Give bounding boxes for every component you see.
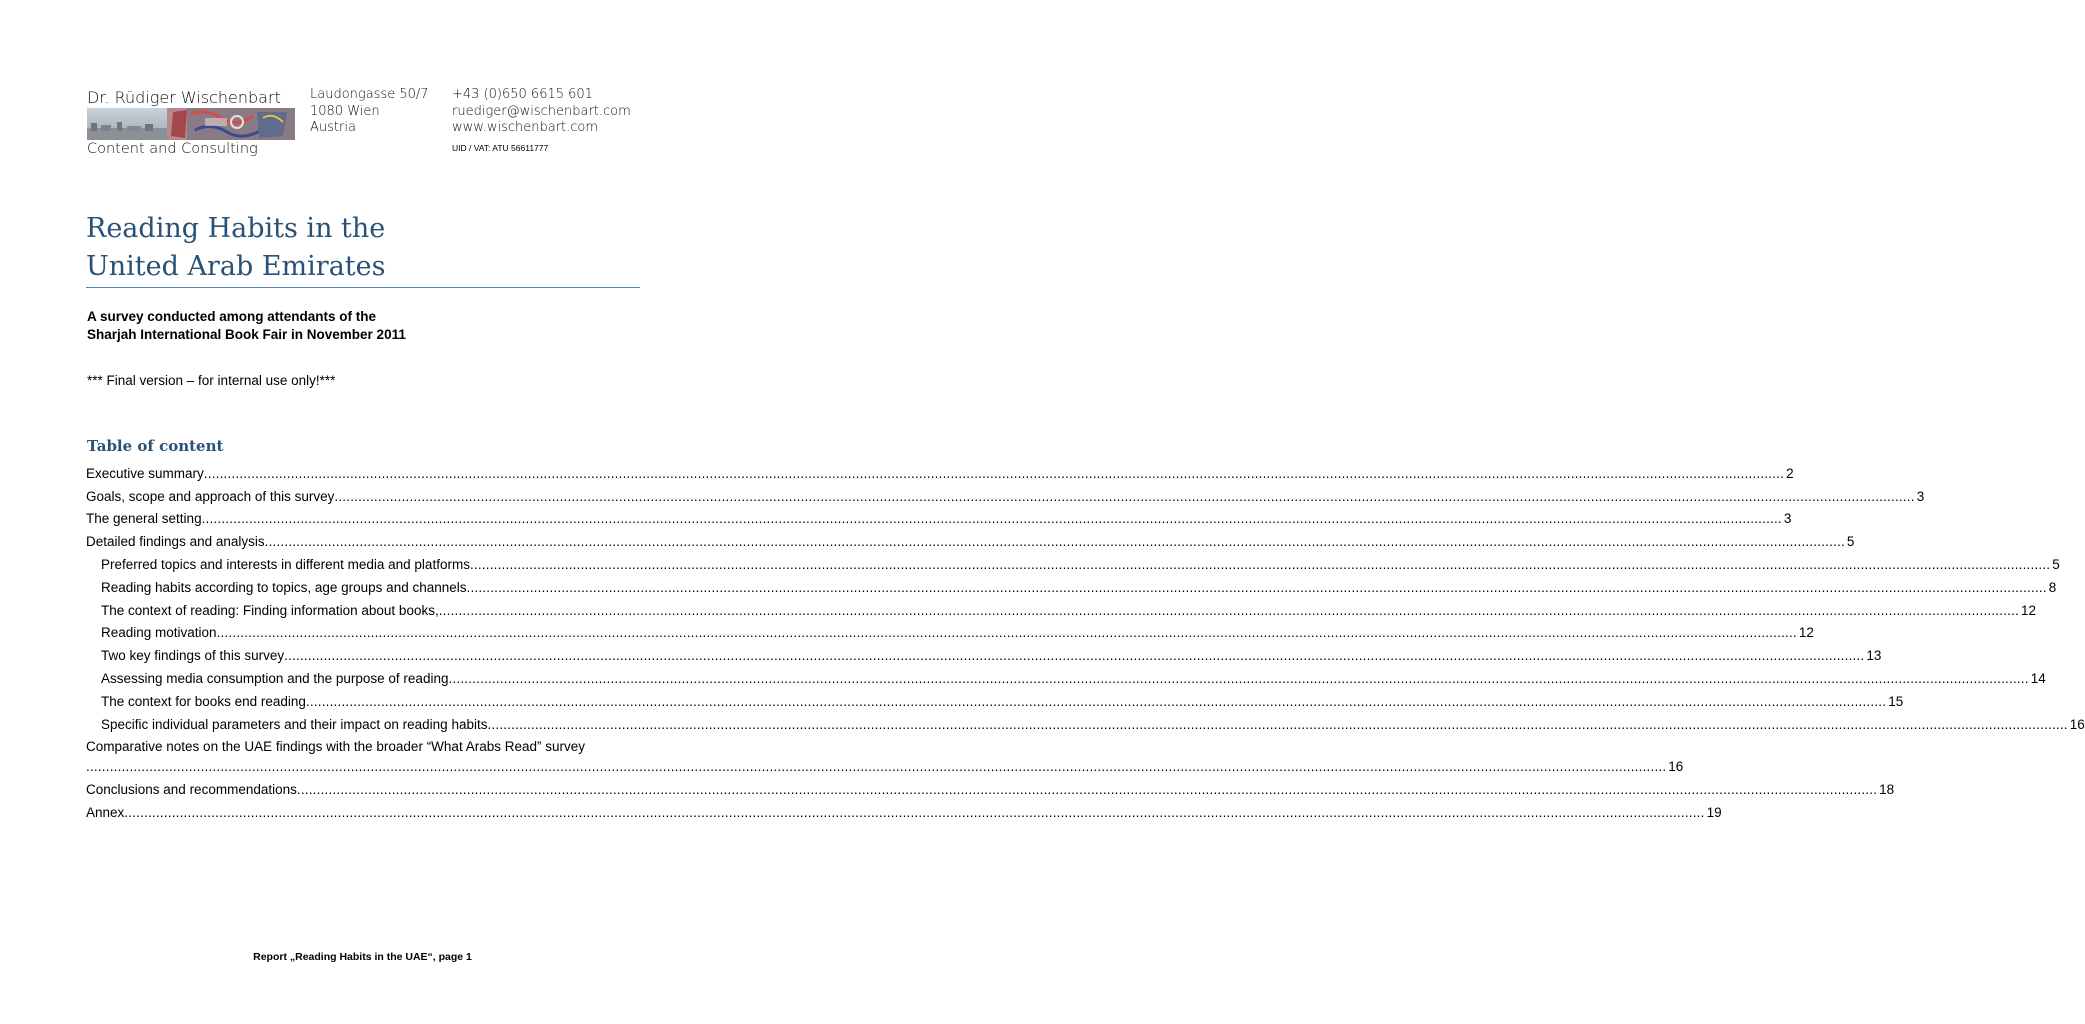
toc-entry[interactable] — [86, 686, 1904, 709]
toc-entry[interactable] — [86, 526, 1855, 550]
toc-entry-page: 2 — [1786, 465, 1794, 481]
toc-entry-label: Two key findings of this survey — [101, 648, 285, 664]
toc-dot-leader: ................................................................................................................................................................................................................................................................................................................................................................................................................ — [124, 804, 1705, 820]
toc-entry[interactable] — [86, 640, 1882, 664]
toc-entry[interactable] — [86, 504, 1792, 527]
toc-entry[interactable] — [86, 549, 2060, 572]
toc-heading: Table of content — [87, 437, 224, 455]
toc-entry[interactable] — [86, 797, 1722, 820]
toc-entry-page: 5 — [1846, 534, 1855, 550]
title-divider — [86, 287, 640, 288]
toc-entry-page: 12 — [2021, 602, 2037, 618]
toc-entry[interactable] — [86, 618, 1814, 641]
toc-dot-leader: ................................................................................................................................................................................................................................................................................................................................................................................................................ — [448, 670, 2029, 686]
toc-entry-page: 13 — [1866, 648, 1882, 664]
toc-dot-leader: ................................................................................................................................................................................................................................................................................................................................................................................................................ — [487, 716, 2068, 732]
address-line: Laudongasse 50/7 — [310, 87, 429, 102]
toc-entry[interactable] — [86, 709, 2085, 732]
table-of-contents — [86, 458, 2085, 820]
toc-entry-label: Reading habits according to topics, age groups and channels — [101, 579, 467, 595]
author-tagline: Content and Consulting — [87, 141, 258, 157]
toc-dot-leader: ................................................................................................................................................................................................................................................................................................................................................................................................................ — [466, 579, 2047, 595]
address-line: 1080 Wien — [310, 103, 380, 119]
toc-entry-page: 14 — [2030, 670, 2046, 686]
toc-entry-page: 3 — [1916, 488, 1925, 504]
toc-entry-page: 18 — [1879, 782, 1895, 798]
title-line: Reading Habits in the — [86, 213, 386, 244]
toc-entry-page: 16 — [2069, 716, 2085, 732]
document-title — [86, 210, 385, 286]
letterhead-banner-image — [87, 108, 295, 140]
page-footer: Report „Reading Habits in the UAE“, page 1 — [253, 951, 472, 963]
toc-entry-label: Reading motivation — [101, 625, 217, 641]
toc-dot-leader: ................................................................................................................................................................................................................................................................................................................................................................................................................ — [305, 693, 1887, 709]
subtitle-line: Sharjah International Book Fair in November 2011 — [87, 327, 406, 342]
toc-entry[interactable] — [86, 774, 1895, 798]
toc-dot-leader: ................................................................................................................................................................................................................................................................................................................................................................................................................ — [438, 602, 2020, 618]
toc-entry-label: Detailed findings and analysis — [86, 534, 265, 550]
postal-address — [310, 87, 429, 137]
toc-dot-leader: ................................................................................................................................................................................................................................................................................................................................................................................................................ — [216, 625, 1797, 641]
toc-entry-page: 12 — [1798, 625, 1814, 641]
internal-use-notice: *** Final version – for internal use only!*** — [87, 373, 336, 388]
address-line: Austria — [310, 120, 356, 135]
toc-entry[interactable] — [86, 663, 2046, 686]
toc-entry-label: Annex — [86, 804, 125, 820]
toc-entry-label: Assessing media consumption and the purpose of reading — [101, 670, 449, 686]
contact-details — [452, 87, 631, 137]
author-name: Dr. Rüdiger Wischenbart — [87, 88, 281, 107]
toc-dot-leader: ................................................................................................................................................................................................................................................................................................................................................................................................................ — [469, 556, 2051, 572]
toc-entry-page: 19 — [1706, 804, 1722, 820]
toc-entry-label: The general setting — [86, 511, 202, 527]
toc-entry-continuation[interactable] — [86, 754, 1684, 775]
document-subtitle — [87, 308, 406, 344]
toc-dot-leader: ................................................................................................................................................................................................................................................................................................................................................................................................................ — [334, 488, 1915, 504]
toc-entry-label: Specific individual parameters and their impact on reading habits — [101, 716, 488, 732]
toc-entry-label: Comparative notes on the UAE findings with the broader “What Arabs Read” survey — [86, 739, 585, 755]
toc-entry-label: The context for books end reading — [101, 693, 306, 709]
toc-entry-label: Preferred topics and interests in different media and platforms — [101, 556, 470, 572]
toc-dot-leader: ................................................................................................................................................................................................................................................................................................................................................................................................................ — [201, 511, 1782, 527]
toc-entry[interactable] — [86, 458, 1794, 481]
toc-entry[interactable] — [86, 572, 2057, 595]
vat-number: UID / VAT: ATU 56611777 — [452, 143, 549, 153]
toc-entry-label: Executive summary — [86, 465, 204, 481]
toc-entry-label: Conclusions and recommendations — [86, 782, 297, 798]
toc-entry-page: 16 — [1668, 759, 1684, 775]
phone-number: +43 (0)650 6615 601 — [452, 87, 593, 102]
toc-entry[interactable] — [86, 732, 639, 755]
toc-dot-leader: ................................................................................................................................................................................................................................................................................................................................................................................................................ — [86, 759, 1667, 775]
toc-dot-leader: ................................................................................................................................................................................................................................................................................................................................................................................................................ — [264, 534, 1845, 550]
toc-entry-page: 8 — [2048, 579, 2057, 595]
toc-entry-page: 3 — [1783, 511, 1792, 527]
title-line: United Arab Emirates — [86, 251, 386, 282]
email-address: ruediger@wischenbart.com — [452, 103, 631, 119]
toc-entry[interactable] — [86, 595, 2037, 618]
toc-entry-page: 5 — [2052, 556, 2060, 572]
toc-entry[interactable] — [86, 481, 1925, 504]
toc-dot-leader: ................................................................................................................................................................................................................................................................................................................................................................................................................ — [203, 465, 1785, 481]
toc-entry-page: 15 — [1888, 693, 1904, 709]
toc-entry-label: The context of reading: Finding information about books, — [101, 602, 439, 618]
toc-dot-leader: ................................................................................................................................................................................................................................................................................................................................................................................................................ — [284, 648, 1865, 664]
toc-dot-leader: ................................................................................................................................................................................................................................................................................................................................................................................................................ — [296, 782, 1878, 798]
toc-entry-label: Goals, scope and approach of this survey — [86, 488, 335, 504]
subtitle-line: A survey conducted among attendants of the — [87, 309, 377, 324]
website-url: www.wischenbart.com — [452, 120, 599, 135]
